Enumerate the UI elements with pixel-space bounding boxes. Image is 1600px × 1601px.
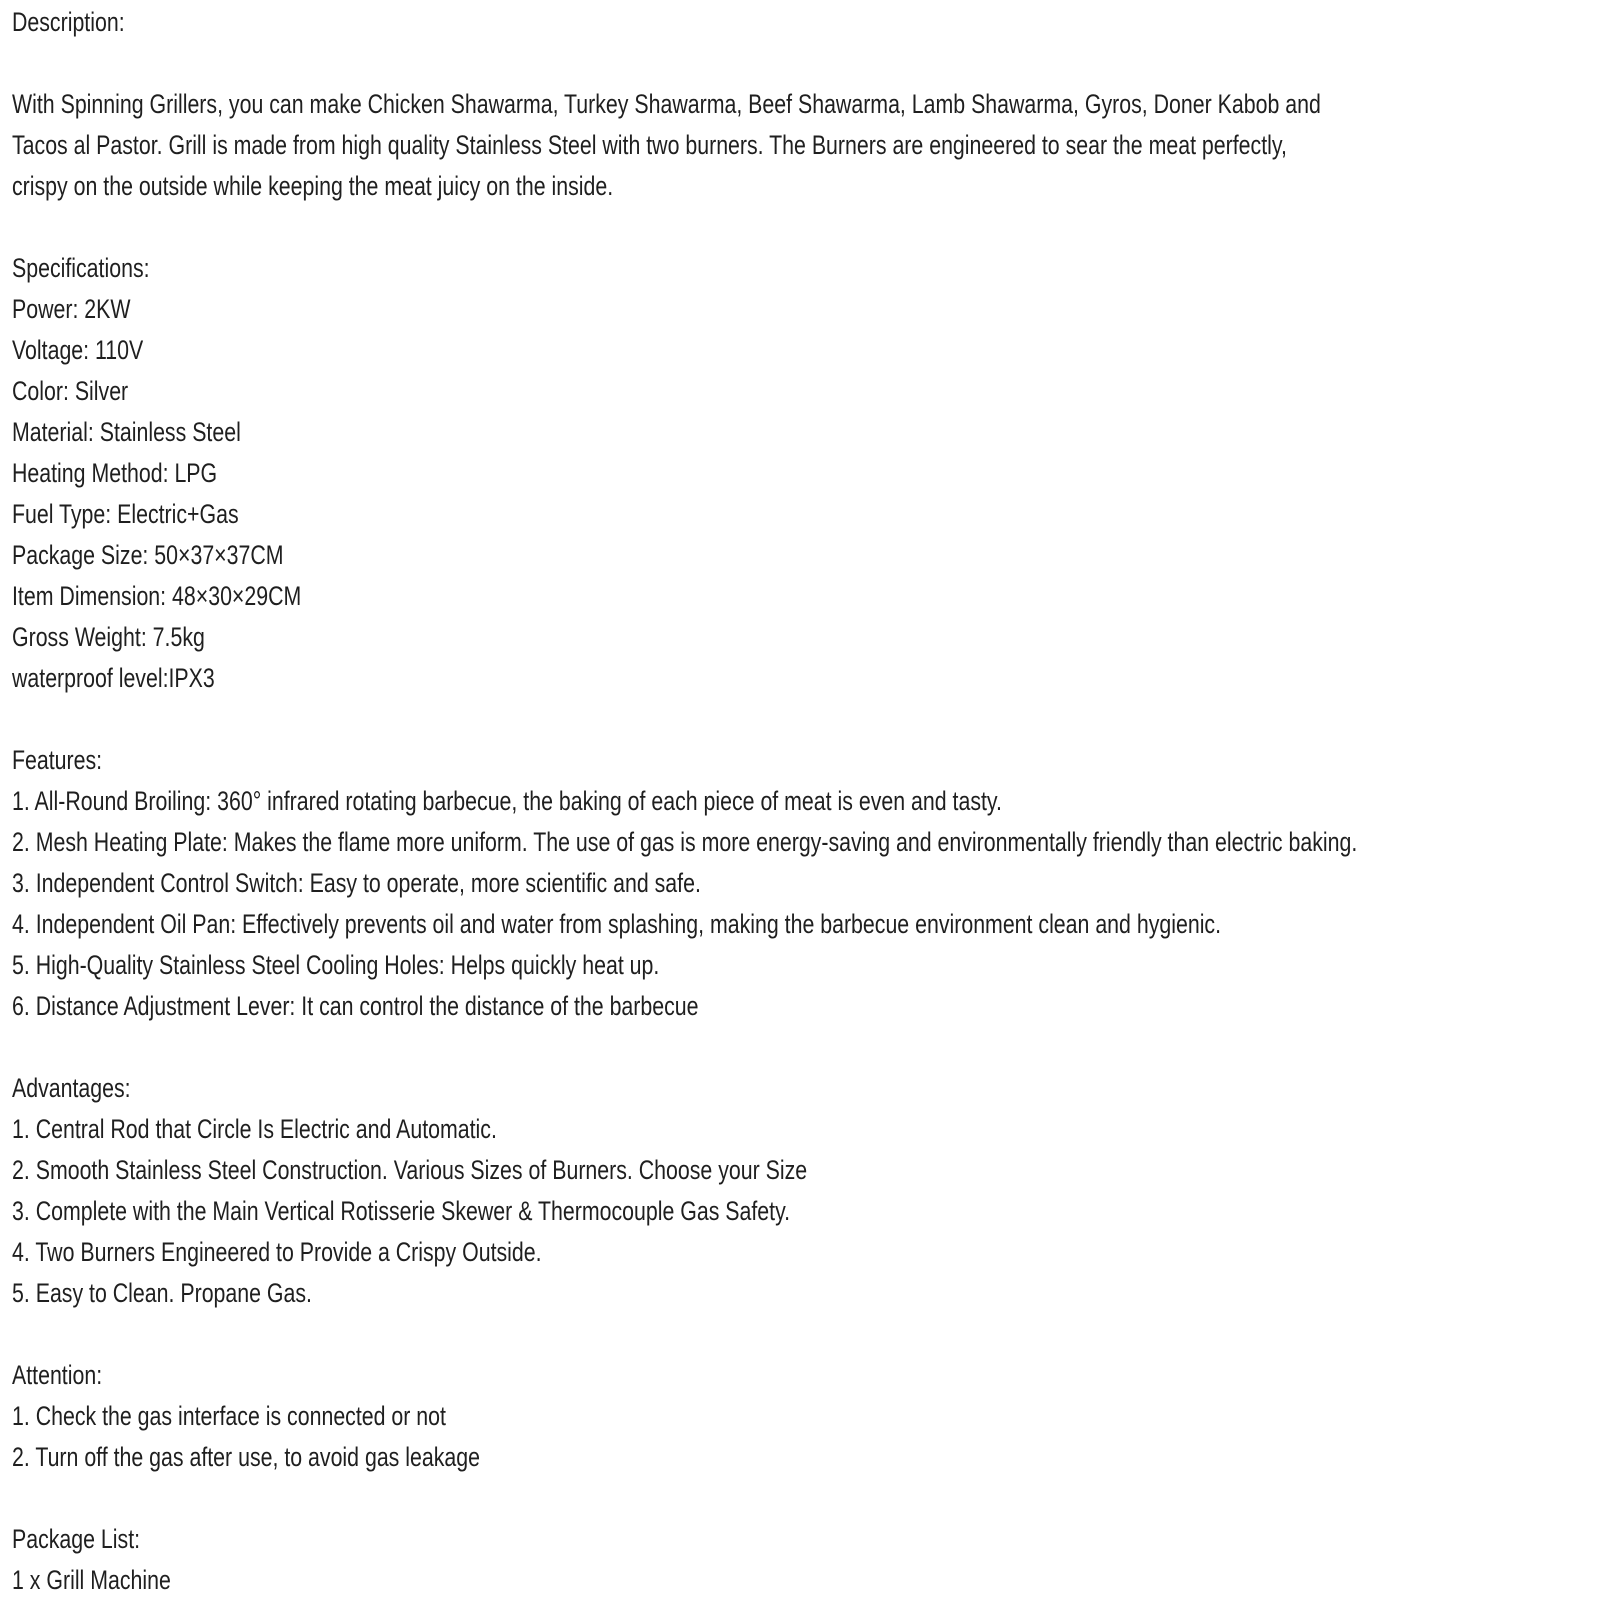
advantages-text-line: 5. Easy to Clean. Propane Gas. — [12, 1278, 312, 1308]
features-text-line: 6. Distance Adjustment Lever: It can control the distance of the barbecue — [12, 991, 699, 1021]
section-heading-specifications: Specifications: — [12, 253, 150, 283]
features-text-line: 1. All-Round Broiling: 360° infrared rotating barbecue, the baking of each piece of meat is even and tasty. — [12, 786, 1002, 816]
advantages-text-line: 3. Complete with the Main Vertical Rotisserie Skewer & Thermocouple Gas Safety. — [12, 1196, 791, 1226]
features-text-line: 5. High-Quality Stainless Steel Cooling Holes: Helps quickly heat up. — [12, 950, 660, 980]
package-list-text-line: 1 x Grill Machine — [12, 1565, 171, 1595]
specifications-text-line: Package Size: 50×37×37CM — [12, 540, 284, 570]
section-heading-advantages: Advantages: — [12, 1073, 131, 1103]
description-text-line: crispy on the outside while keeping the meat juicy on the inside. — [12, 171, 614, 201]
specifications-text-line: Power: 2KW — [12, 294, 131, 324]
attention-text-line: 2. Turn off the gas after use, to avoid gas leakage — [12, 1442, 481, 1472]
section-heading-attention: Attention: — [12, 1360, 103, 1390]
specifications-text-line: Color: Silver — [12, 376, 129, 406]
blank-line — [12, 1478, 1600, 1519]
section-heading-description: Description: — [12, 7, 125, 37]
description-text-line: Tacos al Pastor. Grill is made from high quality Stainless Steel with two burners. The Burners are engineered to sear the meat perfectly, — [12, 130, 1287, 160]
specifications-text-line: Voltage: 110V — [12, 335, 144, 365]
blank-line — [12, 43, 1600, 84]
blank-line — [12, 1027, 1600, 1068]
advantages-text-line: 1. Central Rod that Circle Is Electric and Automatic. — [12, 1114, 497, 1144]
blank-line — [12, 1314, 1600, 1355]
specifications-text-line: Heating Method: LPG — [12, 458, 218, 488]
section-heading-package-list: Package List: — [12, 1524, 141, 1554]
advantages-text-line: 2. Smooth Stainless Steel Construction. Various Sizes of Burners. Choose your Size — [12, 1155, 808, 1185]
specifications-text-line: Fuel Type: Electric+Gas — [12, 499, 239, 529]
specifications-text-line: waterproof level:IPX3 — [12, 663, 215, 693]
blank-line — [12, 207, 1600, 248]
features-text-line: 3. Independent Control Switch: Easy to operate, more scientific and safe. — [12, 868, 701, 898]
specifications-text-line: Gross Weight: 7.5kg — [12, 622, 205, 652]
description-text-line: With Spinning Grillers, you can make Chicken Shawarma, Turkey Shawarma, Beef Shawarma, Lamb Shawarma, Gyros, Doner Kabob and — [12, 89, 1321, 119]
advantages-text-line: 4. Two Burners Engineered to Provide a Crispy Outside. — [12, 1237, 542, 1267]
attention-text-line: 1. Check the gas interface is connected or not — [12, 1401, 446, 1431]
section-heading-features: Features: — [12, 745, 103, 775]
features-text-line: 2. Mesh Heating Plate: Makes the flame more uniform. The use of gas is more energy-saving and environmentally friendly than electric baking. — [12, 827, 1358, 857]
specifications-text-line: Material: Stainless Steel — [12, 417, 241, 447]
specifications-text-line: Item Dimension: 48×30×29CM — [12, 581, 302, 611]
blank-line — [12, 699, 1600, 740]
features-text-line: 4. Independent Oil Pan: Effectively prevents oil and water from splashing, making the barbecue environment clean and hygienic. — [12, 909, 1222, 939]
